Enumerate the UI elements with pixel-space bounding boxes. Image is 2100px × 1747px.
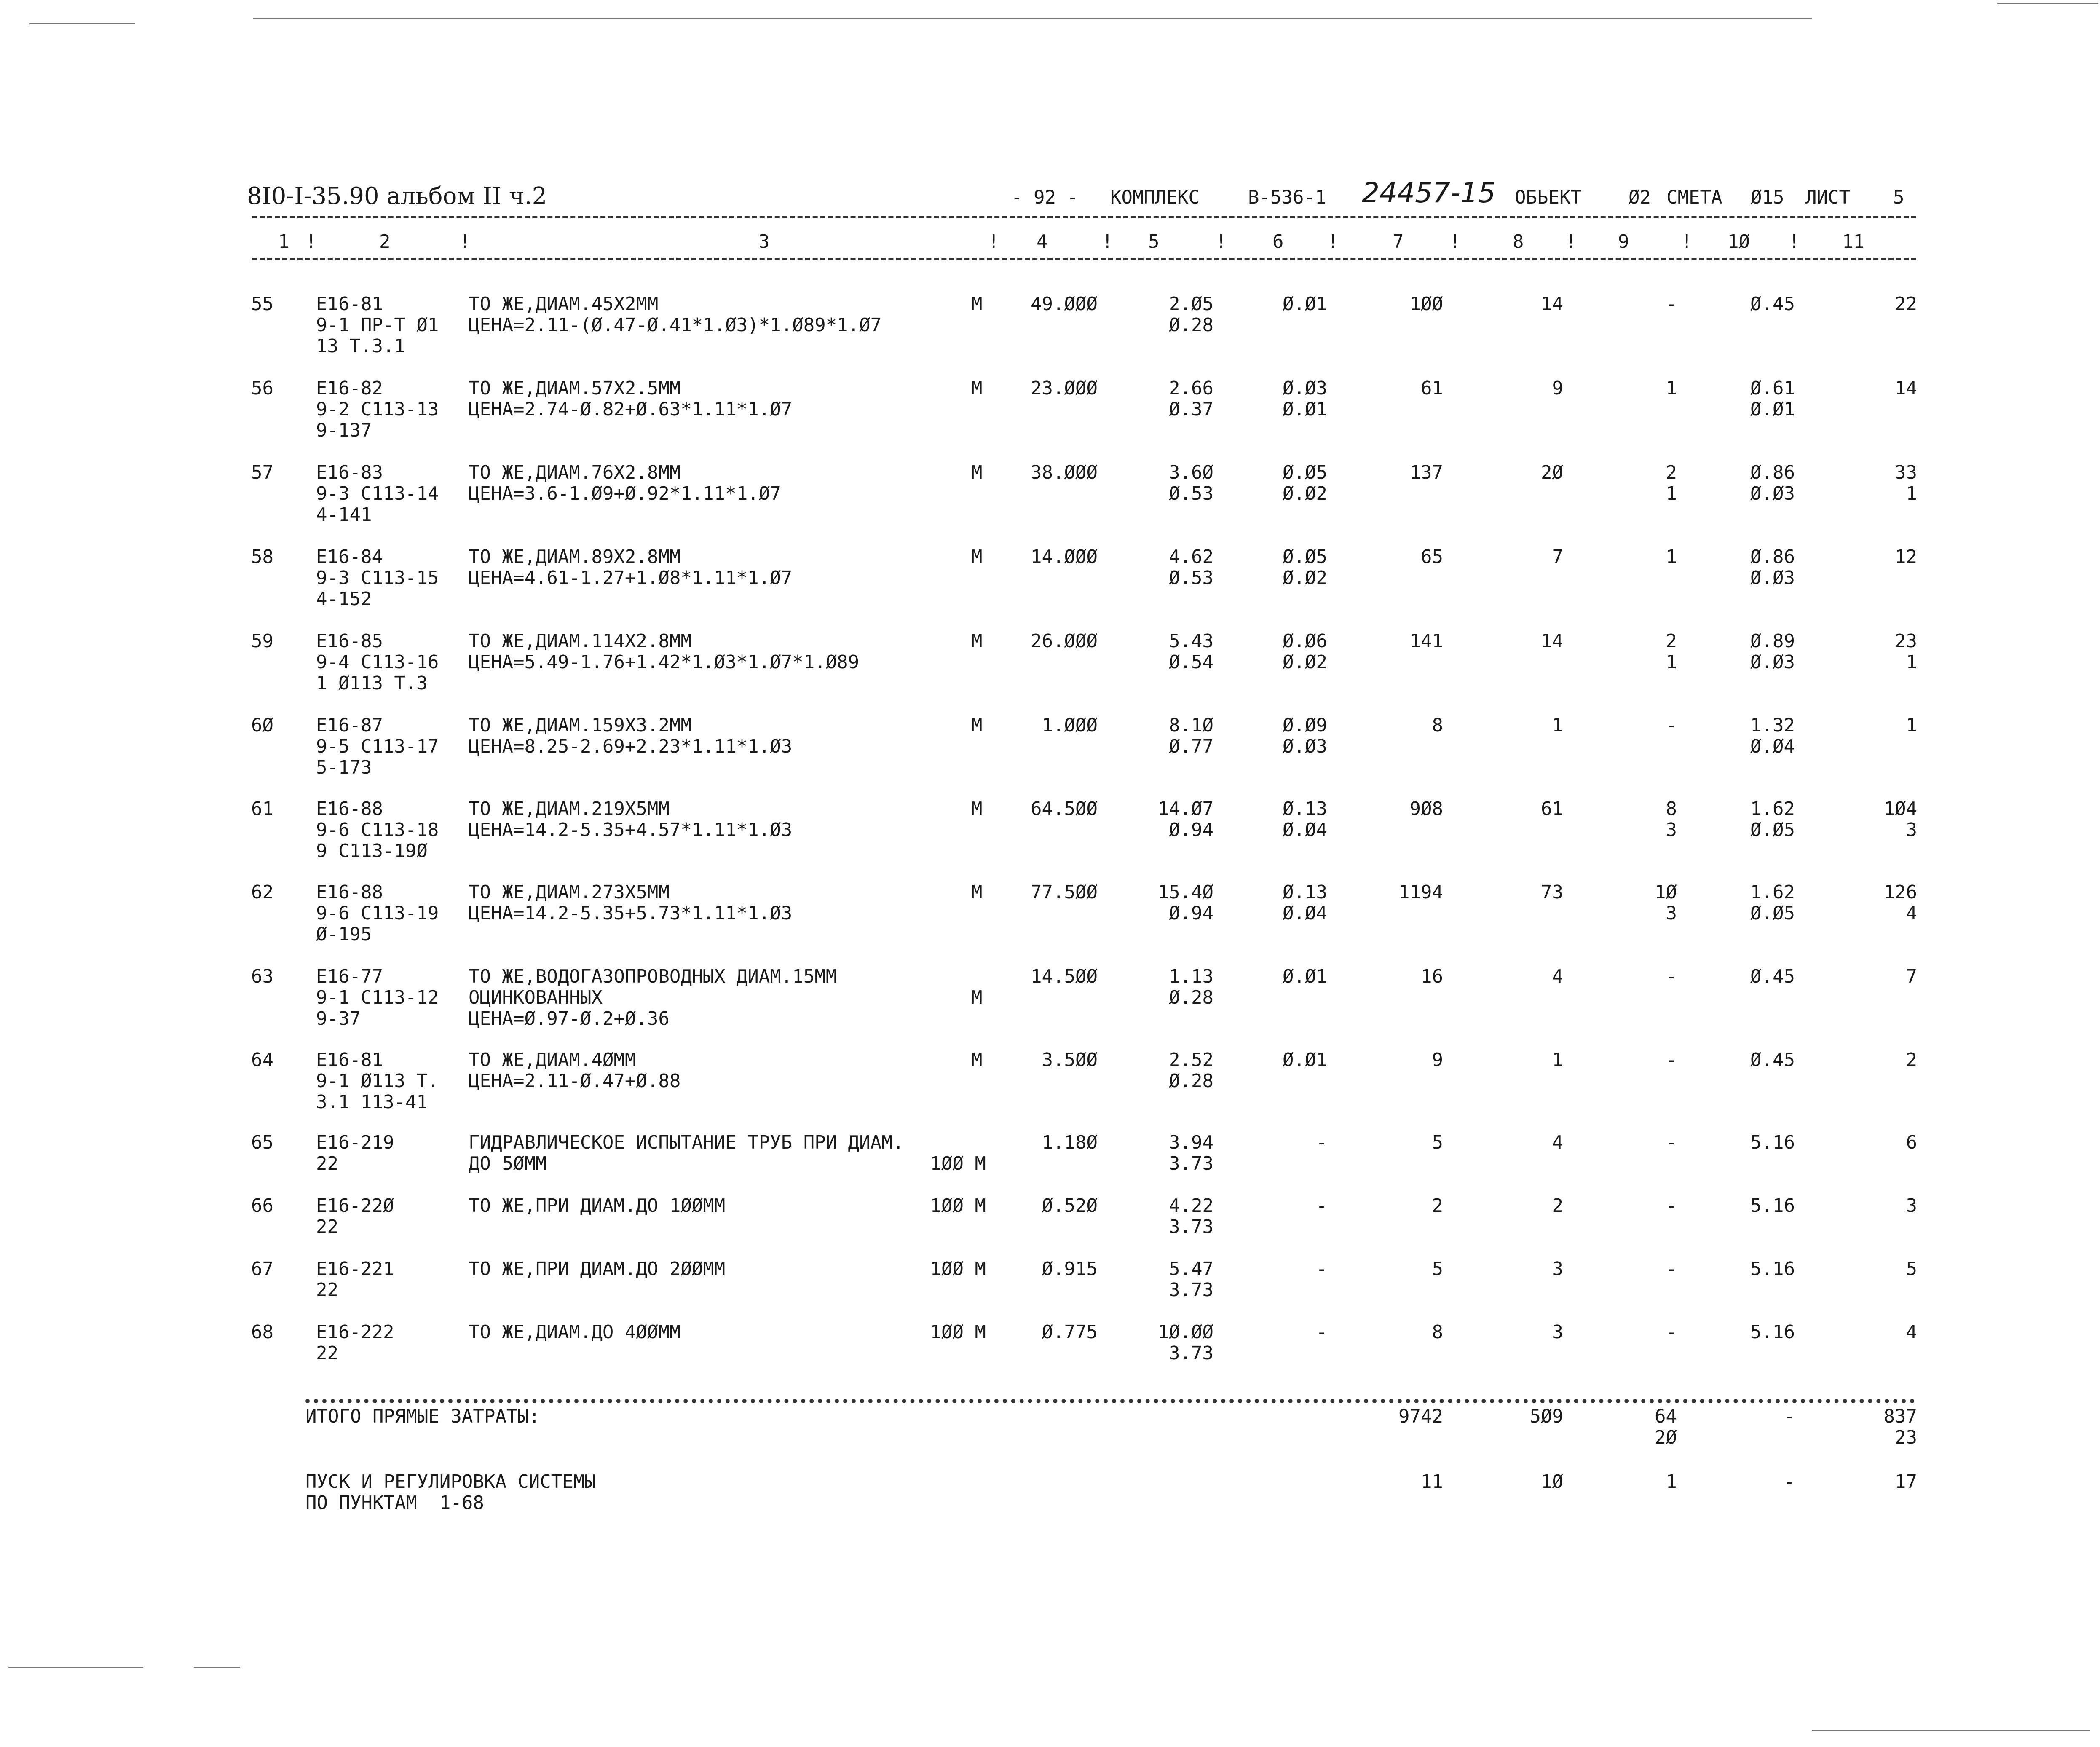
row-description: ОЦИНКОВАННЫХ (469, 987, 603, 1008)
column-number: 11 (1842, 231, 1864, 252)
row-code: 9-1 ПР-Т Ø1 (316, 314, 439, 336)
row-quantity: 14.5ØØ (1031, 966, 1098, 987)
row-code: Е16-222 (316, 1321, 394, 1343)
row-code: 3.1 113-41 (316, 1091, 428, 1113)
row-quantity: 23.ØØØ (1031, 378, 1098, 399)
row-code: Е16-88 (316, 798, 383, 820)
row-col5: 2.52 (1169, 1049, 1213, 1071)
album-reference: 8I0-I-35.90 альбом II ч.2 (247, 182, 547, 210)
row-col6: Ø.Ø1 (1283, 399, 1327, 420)
totals-col8: 5Ø9 (1529, 1406, 1563, 1427)
row-col5: Ø.28 (1169, 1070, 1213, 1092)
row-description: ТО ЖЕ,ДИАМ.159Х3.2ММ (469, 715, 692, 736)
row-col11: 12 (1895, 546, 1917, 568)
row-col10: Ø.Ø3 (1750, 483, 1795, 504)
row-col9: - (1666, 966, 1677, 987)
row-quantity: Ø.775 (1042, 1321, 1098, 1343)
row-col9: - (1666, 293, 1677, 315)
row-number: 58 (251, 546, 273, 568)
row-description: ГИДРАВЛИЧЕСКОЕ ИСПЫТАНИЕ ТРУБ ПРИ ДИАМ. (469, 1132, 904, 1153)
totals-col9: 64 (1655, 1406, 1677, 1427)
row-number: 55 (251, 293, 273, 315)
row-col8: 4 (1552, 1132, 1563, 1153)
column-separator: ! (459, 231, 471, 252)
bottom-scan-line-left (8, 1667, 143, 1668)
header-rule-bottom (252, 258, 1916, 260)
row-col7: 5 (1432, 1258, 1443, 1280)
column-number: 2 (379, 231, 391, 252)
row-code: 9-6 С113-19 (316, 903, 439, 924)
row-col5: Ø.28 (1169, 987, 1213, 1008)
row-col10: Ø.Ø5 (1750, 819, 1795, 841)
row-col10: Ø.45 (1750, 1049, 1795, 1071)
row-number: 59 (251, 630, 273, 652)
row-col8: 1 (1552, 715, 1563, 736)
row-col9: 2 (1666, 462, 1677, 483)
row-col5: 5.47 (1169, 1258, 1213, 1280)
row-col9: - (1666, 1132, 1677, 1153)
row-code: 9-1 С113-12 (316, 987, 439, 1008)
row-col11: 1Ø4 (1883, 798, 1917, 820)
row-code: Е16-77 (316, 966, 383, 987)
row-col5: 14.Ø7 (1157, 798, 1213, 820)
row-col7: 9 (1432, 1049, 1443, 1071)
row-description: ТО ЖЕ,ДИАМ.273Х5ММ (469, 882, 670, 903)
row-col8: 14 (1541, 630, 1563, 652)
column-separator: ! (988, 231, 999, 252)
row-col11: 126 (1883, 882, 1917, 903)
row-description: ЦЕНА=3.6-1.Ø9+Ø.92*1.11*1.Ø7 (469, 483, 781, 504)
row-col10: Ø.Ø5 (1750, 903, 1795, 924)
row-description: ТО ЖЕ,ДИАМ.ДО 4ØØММ (469, 1321, 681, 1343)
row-code: 22 (316, 1153, 338, 1174)
row-col9: 3 (1666, 903, 1677, 924)
row-col10: 5.16 (1750, 1132, 1795, 1153)
row-description: ЦЕНА=2.11-Ø.47+Ø.88 (469, 1070, 681, 1092)
row-col5: 5.43 (1169, 630, 1213, 652)
row-col6: Ø.Ø4 (1283, 903, 1327, 924)
row-unit: М (971, 462, 983, 483)
row-col9: 1 (1666, 651, 1677, 673)
row-col11: 23 (1895, 630, 1917, 652)
row-col11: 22 (1895, 293, 1917, 315)
row-col6: Ø.Ø5 (1283, 462, 1327, 483)
row-code: 9-137 (316, 420, 372, 441)
row-quantity: 1.18Ø (1042, 1132, 1098, 1153)
row-col7: 61 (1421, 378, 1443, 399)
row-col10: Ø.Ø4 (1750, 736, 1795, 757)
row-col10: 5.16 (1750, 1258, 1795, 1280)
row-quantity: Ø.915 (1042, 1258, 1098, 1280)
column-number: 3 (758, 231, 770, 252)
row-description: ЦЕНА=14.2-5.35+4.57*1.11*1.Ø3 (469, 819, 793, 841)
row-col8: 7 (1552, 546, 1563, 568)
totals-col11: 17 (1895, 1471, 1917, 1492)
row-col7: 9Ø8 (1409, 798, 1443, 820)
row-code: Е16-83 (316, 462, 383, 483)
column-separator: ! (1102, 231, 1113, 252)
row-description: ЦЕНА=8.25-2.69+2.23*1.11*1.Ø3 (469, 736, 793, 757)
row-col5: Ø.77 (1169, 736, 1213, 757)
row-col6: Ø.Ø5 (1283, 546, 1327, 568)
row-col5: 1Ø.ØØ (1157, 1321, 1213, 1343)
object-label: ОБЬЕКТ (1515, 187, 1582, 208)
row-col5: 3.94 (1169, 1132, 1213, 1153)
object-value: Ø2 (1629, 187, 1651, 208)
row-col11: 14 (1895, 378, 1917, 399)
kompleks-code: В-536-1 (1248, 187, 1326, 208)
row-col6: Ø.Ø3 (1283, 736, 1327, 757)
row-number: 63 (251, 966, 273, 987)
row-description: ТО ЖЕ,ДИАМ.114Х2.8ММ (469, 630, 692, 652)
row-col10: Ø.45 (1750, 293, 1795, 315)
row-col7: 16 (1421, 966, 1443, 987)
row-number: 66 (251, 1195, 273, 1216)
row-code: 13 Т.3.1 (316, 335, 405, 357)
row-number: 68 (251, 1321, 273, 1343)
row-unit: М (971, 293, 983, 315)
row-description: ЦЕНА=Ø.97-Ø.2+Ø.36 (469, 1008, 670, 1029)
row-code: 1 Ø113 Т.3 (316, 673, 428, 694)
column-number: 6 (1272, 231, 1284, 252)
kompleks-label: КОМПЛЕКС (1110, 187, 1200, 208)
row-number: 56 (251, 378, 273, 399)
column-number: 7 (1393, 231, 1404, 252)
row-col5: 3.73 (1169, 1153, 1213, 1174)
column-separator: ! (1449, 231, 1461, 252)
row-col5: 4.22 (1169, 1195, 1213, 1216)
row-col10: 1.62 (1750, 798, 1795, 820)
row-col5: 2.Ø5 (1169, 293, 1213, 315)
totals-col7: 11 (1421, 1471, 1443, 1492)
row-code: 9-6 С113-18 (316, 819, 439, 841)
row-col10: Ø.45 (1750, 966, 1795, 987)
row-col9: 2 (1666, 630, 1677, 652)
row-col6: Ø.Ø9 (1283, 715, 1327, 736)
row-code: Е16-81 (316, 293, 383, 315)
row-col7: 5 (1432, 1132, 1443, 1153)
row-col8: 2Ø (1541, 462, 1563, 483)
row-col10: 1.62 (1750, 882, 1795, 903)
row-col9: 1 (1666, 378, 1677, 399)
top-scan-line (253, 18, 1812, 19)
column-number: 9 (1618, 231, 1629, 252)
row-quantity: Ø.52Ø (1042, 1195, 1098, 1216)
row-col9: - (1666, 1321, 1677, 1343)
row-col5: Ø.54 (1169, 651, 1213, 673)
column-separator: ! (1327, 231, 1339, 252)
row-col6: Ø.Ø6 (1283, 630, 1327, 652)
row-quantity: 26.ØØØ (1031, 630, 1098, 652)
row-number: 57 (251, 462, 273, 483)
bottom-scan-line-right (1812, 1730, 2090, 1731)
row-col6: Ø.Ø2 (1283, 567, 1327, 589)
row-description: ЦЕНА=2.74-Ø.82+Ø.63*1.11*1.Ø7 (469, 399, 793, 420)
row-col10: Ø.86 (1750, 462, 1795, 483)
totals-col11: 837 (1883, 1406, 1917, 1427)
row-col5: 15.4Ø (1157, 882, 1213, 903)
row-col6: Ø.13 (1283, 798, 1327, 820)
row-col8: 3 (1552, 1321, 1563, 1343)
row-col5: Ø.53 (1169, 483, 1213, 504)
row-code: Е16-82 (316, 378, 383, 399)
totals-col10: - (1784, 1471, 1795, 1492)
row-number: 6Ø (251, 715, 273, 736)
row-col6: - (1316, 1132, 1327, 1153)
row-col7: 2 (1432, 1195, 1443, 1216)
row-description: ТО ЖЕ,ДИАМ.45Х2ММ (469, 293, 659, 315)
row-unit: М (971, 987, 983, 1008)
row-col11: 1 (1906, 715, 1917, 736)
row-col9: 1Ø (1655, 882, 1677, 903)
row-code: 9-1 Ø113 Т. (316, 1070, 439, 1092)
row-col5: 2.66 (1169, 378, 1213, 399)
row-col8: 1 (1552, 1049, 1563, 1071)
row-col11: 4 (1906, 1321, 1917, 1343)
row-col8: 2 (1552, 1195, 1563, 1216)
column-number: 1 (278, 231, 289, 252)
row-unit: М (971, 378, 983, 399)
row-col9: - (1666, 1258, 1677, 1280)
column-number: 1Ø (1728, 231, 1750, 252)
top-scan-line-right (1997, 3, 2098, 4)
row-col11: 6 (1906, 1132, 1917, 1153)
row-description: ТО ЖЕ,ДИАМ.57Х2.5ММ (469, 378, 681, 399)
row-code: 9-2 С113-13 (316, 399, 439, 420)
row-code: Е16-84 (316, 546, 383, 568)
row-description: ЦЕНА=4.61-1.27+1.Ø8*1.11*1.Ø7 (469, 567, 793, 589)
row-unit: 1ØØ М (930, 1321, 986, 1343)
totals-col11: 23 (1895, 1427, 1917, 1448)
row-col6: Ø.Ø3 (1283, 378, 1327, 399)
row-col11: 7 (1906, 966, 1917, 987)
row-col6: Ø.Ø2 (1283, 651, 1327, 673)
row-code: 22 (316, 1342, 338, 1364)
row-col11: 5 (1906, 1258, 1917, 1280)
row-col10: Ø.61 (1750, 378, 1795, 399)
row-code: 5-173 (316, 757, 372, 778)
row-unit: М (971, 715, 983, 736)
row-quantity: 3.5ØØ (1042, 1049, 1098, 1071)
row-quantity: 77.5ØØ (1031, 882, 1098, 903)
row-code: Е16-87 (316, 715, 383, 736)
row-col9: 3 (1666, 819, 1677, 841)
row-number: 62 (251, 882, 273, 903)
row-col10: Ø.89 (1750, 630, 1795, 652)
row-quantity: 1.ØØØ (1042, 715, 1098, 736)
row-unit: 1ØØ М (930, 1153, 986, 1174)
row-col10: Ø.Ø3 (1750, 567, 1795, 589)
row-col5: 8.1Ø (1169, 715, 1213, 736)
row-col9: 8 (1666, 798, 1677, 820)
row-col7: 141 (1409, 630, 1443, 652)
row-code: 9-37 (316, 1008, 361, 1029)
totals-label: ПУСК И РЕГУЛИРОВКА СИСТЕМЫ (305, 1471, 596, 1492)
row-quantity: 14.ØØØ (1031, 546, 1098, 568)
row-unit: 1ØØ М (930, 1195, 986, 1216)
row-col7: 65 (1421, 546, 1443, 568)
header-rule-top (252, 216, 1916, 218)
row-col5: Ø.94 (1169, 903, 1213, 924)
list-label: ЛИСТ (1805, 187, 1850, 208)
row-description: ТО ЖЕ,ВОДОГАЗОПРОВОДНЫХ ДИАМ.15ММ (469, 966, 837, 987)
row-code: Е16-221 (316, 1258, 394, 1280)
bottom-scan-line-mid (194, 1667, 240, 1668)
row-col11: 1 (1906, 651, 1917, 673)
column-separator: ! (1565, 231, 1577, 252)
column-number: 8 (1513, 231, 1524, 252)
row-code: Ø-195 (316, 924, 372, 945)
totals-label: ПО ПУНКТАМ 1-68 (305, 1492, 484, 1514)
row-col10: Ø.Ø3 (1750, 651, 1795, 673)
row-unit: М (971, 798, 983, 820)
row-col6: Ø.Ø1 (1283, 966, 1327, 987)
row-col5: 3.73 (1169, 1342, 1213, 1364)
row-description: ЦЕНА=5.49-1.76+1.42*1.Ø3*1.Ø7*1.Ø89 (469, 651, 860, 673)
row-code: 9-4 С113-16 (316, 651, 439, 673)
row-col10: Ø.Ø1 (1750, 399, 1795, 420)
row-description: ЦЕНА=2.11-(Ø.47-Ø.41*1.Ø3)*1.Ø89*1.Ø7 (469, 314, 882, 336)
page-number: - 92 - (1011, 187, 1078, 208)
row-col7: 137 (1409, 462, 1443, 483)
row-col11: 1 (1906, 483, 1917, 504)
row-col6: Ø.13 (1283, 882, 1327, 903)
row-code: Е16-219 (316, 1132, 394, 1153)
column-separator: ! (1789, 231, 1800, 252)
row-code: 9-3 С113-14 (316, 483, 439, 504)
row-description: ТО ЖЕ,ПРИ ДИАМ.ДО 2ØØММ (469, 1258, 726, 1280)
totals-separator (305, 1399, 1915, 1403)
row-unit: М (971, 1049, 983, 1071)
row-unit: М (971, 882, 983, 903)
row-col5: Ø.53 (1169, 567, 1213, 589)
totals-col9: 1 (1666, 1471, 1677, 1492)
list-value: 5 (1893, 187, 1904, 208)
row-col8: 73 (1541, 882, 1563, 903)
row-col7: 8 (1432, 1321, 1443, 1343)
row-col11: 33 (1895, 462, 1917, 483)
column-separator: ! (305, 231, 317, 252)
row-quantity: 64.5ØØ (1031, 798, 1098, 820)
row-col9: 1 (1666, 483, 1677, 504)
row-description: ТО ЖЕ,ДИАМ.76Х2.8ММ (469, 462, 681, 483)
row-unit: М (971, 546, 983, 568)
row-col5: 4.62 (1169, 546, 1213, 568)
row-col7: 8 (1432, 715, 1443, 736)
row-col5: 3.73 (1169, 1279, 1213, 1301)
row-description: ТО ЖЕ,ДИАМ.89Х2.8ММ (469, 546, 681, 568)
row-quantity: 38.ØØØ (1031, 462, 1098, 483)
row-col6: - (1316, 1258, 1327, 1280)
totals-col8: 1Ø (1541, 1471, 1563, 1492)
row-code: 22 (316, 1279, 338, 1301)
column-number: 5 (1148, 231, 1160, 252)
row-number: 67 (251, 1258, 273, 1280)
row-col11: 3 (1906, 819, 1917, 841)
row-col8: 3 (1552, 1258, 1563, 1280)
row-col8: 4 (1552, 966, 1563, 987)
row-col9: 1 (1666, 546, 1677, 568)
row-code: 9-5 С113-17 (316, 736, 439, 757)
smeta-label: СМЕТА (1666, 187, 1722, 208)
row-code: Е16-85 (316, 630, 383, 652)
row-code: Е16-81 (316, 1049, 383, 1071)
row-code: 22 (316, 1216, 338, 1238)
handwritten-number: 24457-15 (1362, 177, 1496, 209)
row-col8: 14 (1541, 293, 1563, 315)
column-separator: ! (1216, 231, 1227, 252)
row-col5: Ø.94 (1169, 819, 1213, 841)
top-left-mark (29, 23, 135, 24)
row-col6: Ø.Ø1 (1283, 293, 1327, 315)
row-description: ТО ЖЕ,ДИАМ.219Х5ММ (469, 798, 670, 820)
row-unit: 1ØØ М (930, 1258, 986, 1280)
row-description: ДО 5ØММ (469, 1153, 547, 1174)
row-number: 64 (251, 1049, 273, 1071)
row-code: 9 С113-19Ø (316, 840, 428, 862)
row-col8: 61 (1541, 798, 1563, 820)
row-col11: 2 (1906, 1049, 1917, 1071)
row-col5: Ø.28 (1169, 314, 1213, 336)
row-code: Е16-22Ø (316, 1195, 394, 1216)
row-col9: - (1666, 1195, 1677, 1216)
row-col8: 9 (1552, 378, 1563, 399)
row-col6: Ø.Ø4 (1283, 819, 1327, 841)
row-col10: 5.16 (1750, 1321, 1795, 1343)
row-col7: 1ØØ (1409, 293, 1443, 315)
row-col10: 1.32 (1750, 715, 1795, 736)
totals-label: ИТОГО ПРЯМЫЕ ЗАТРАТЫ: (305, 1406, 540, 1427)
row-col5: Ø.37 (1169, 399, 1213, 420)
row-col9: - (1666, 715, 1677, 736)
row-unit: М (971, 630, 983, 652)
row-code: 4-141 (316, 504, 372, 525)
row-col6: - (1316, 1321, 1327, 1343)
totals-col7: 9742 (1398, 1406, 1443, 1427)
row-code: 4-152 (316, 588, 372, 610)
row-col6: Ø.Ø1 (1283, 1049, 1327, 1071)
row-number: 61 (251, 798, 273, 820)
row-number: 65 (251, 1132, 273, 1153)
row-description: ТО ЖЕ,ПРИ ДИАМ.ДО 1ØØММ (469, 1195, 726, 1216)
row-code: Е16-88 (316, 882, 383, 903)
row-col10: 5.16 (1750, 1195, 1795, 1216)
row-col7: 1194 (1398, 882, 1443, 903)
row-description: ТО ЖЕ,ДИАМ.4ØММ (469, 1049, 636, 1071)
row-col11: 4 (1906, 903, 1917, 924)
row-code: 9-3 С113-15 (316, 567, 439, 589)
row-col9: - (1666, 1049, 1677, 1071)
row-col5: 3.73 (1169, 1216, 1213, 1238)
row-col5: 1.13 (1169, 966, 1213, 987)
smeta-value: Ø15 (1751, 187, 1784, 208)
row-description: ЦЕНА=14.2-5.35+5.73*1.11*1.Ø3 (469, 903, 793, 924)
row-col6: Ø.Ø2 (1283, 483, 1327, 504)
row-col10: Ø.86 (1750, 546, 1795, 568)
row-col5: 3.6Ø (1169, 462, 1213, 483)
totals-col9: 2Ø (1655, 1427, 1677, 1448)
column-number: 4 (1037, 231, 1048, 252)
column-separator: ! (1681, 231, 1693, 252)
row-col6: - (1316, 1195, 1327, 1216)
totals-col10: - (1784, 1406, 1795, 1427)
row-quantity: 49.ØØØ (1031, 293, 1098, 315)
row-col11: 3 (1906, 1195, 1917, 1216)
